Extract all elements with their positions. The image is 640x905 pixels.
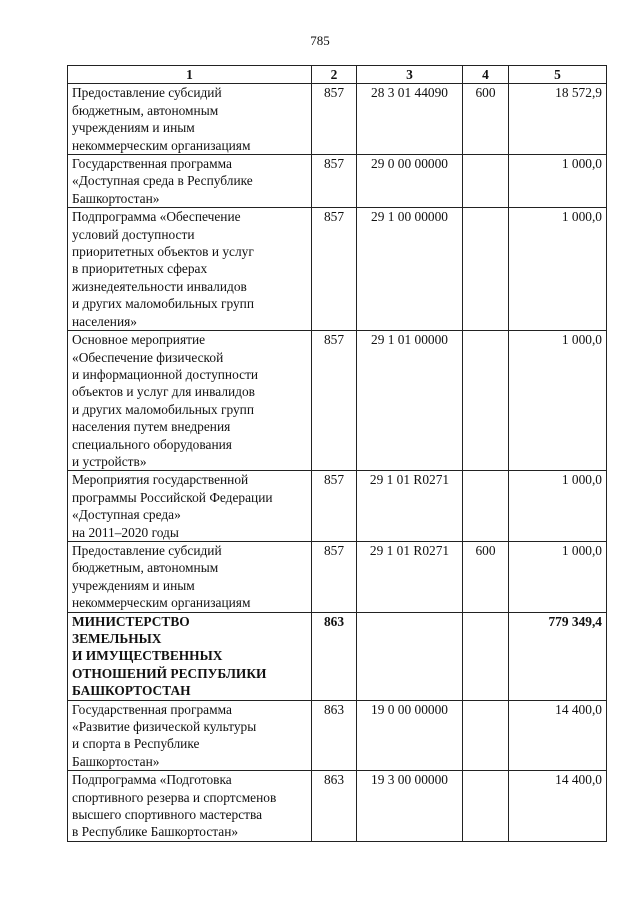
- row-expense-type-cell: [463, 700, 509, 771]
- column-header-expense-type: 4: [463, 66, 509, 84]
- row-name-cell: Государственная программа «Доступная среда в Республике Башкортостан»: [68, 155, 312, 208]
- row-name-cell: Предоставление субсидий бюджетным, автономным учреждениям и иным некоммерческим организациям: [68, 541, 312, 612]
- row-expense-type-cell: 600: [463, 84, 509, 155]
- column-header-name: 1: [68, 66, 312, 84]
- row-target-item-cell: 29 1 01 00000: [357, 331, 463, 471]
- row-expense-type-cell: [463, 331, 509, 471]
- table-row: [68, 208, 607, 331]
- row-code-cell: 857: [312, 331, 357, 471]
- row-target-item-cell: [357, 612, 463, 700]
- row-code-cell: 863: [312, 700, 357, 771]
- column-header-code: 2: [312, 66, 357, 84]
- table-row: [68, 155, 607, 208]
- row-amount-cell: 1 000,0: [509, 541, 607, 612]
- table-row: [68, 331, 607, 471]
- row-target-item-cell: 19 3 00 00000: [357, 771, 463, 842]
- row-amount-cell: 14 400,0: [509, 700, 607, 771]
- row-amount-cell: 1 000,0: [509, 155, 607, 208]
- row-expense-type-cell: [463, 208, 509, 331]
- row-amount-cell: 1 000,0: [509, 331, 607, 471]
- row-target-item-cell: 29 1 00 00000: [357, 208, 463, 331]
- row-target-item-cell: 29 0 00 00000: [357, 155, 463, 208]
- table-header-row: [68, 66, 607, 84]
- row-code-cell: 857: [312, 84, 357, 155]
- table-row: [68, 771, 607, 842]
- row-amount-cell: 1 000,0: [509, 208, 607, 331]
- column-header-target-item: 3: [357, 66, 463, 84]
- row-amount-cell: 18 572,9: [509, 84, 607, 155]
- row-name-cell: Государственная программа «Развитие физической культуры и спорта в Республике Башкортостан»: [68, 700, 312, 771]
- row-code-cell: 863: [312, 771, 357, 842]
- row-amount-cell: 14 400,0: [509, 771, 607, 842]
- row-name-cell: Подпрограмма «Подготовка спортивного резерва и спортсменов высшего спортивного мастерства в Республике Башкортостан»: [68, 771, 312, 842]
- row-code-cell: 857: [312, 155, 357, 208]
- row-expense-type-cell: [463, 612, 509, 700]
- row-expense-type-cell: [463, 771, 509, 842]
- row-target-item-cell: 28 3 01 44090: [357, 84, 463, 155]
- row-target-item-cell: 29 1 01 R0271: [357, 471, 463, 542]
- table-row-ministry: [68, 612, 607, 700]
- table-row: [68, 84, 607, 155]
- row-name-cell: Подпрограмма «Обеспечение условий доступности приоритетных объектов и услуг в приоритетных сферах жизнедеятельности инвалидов и других маломобильных групп населения»: [68, 208, 312, 331]
- row-target-item-cell: 29 1 01 R0271: [357, 541, 463, 612]
- row-target-item-cell: 19 0 00 00000: [357, 700, 463, 771]
- row-name-cell: Основное мероприятие «Обеспечение физической и информационной доступности объектов и услуг для инвалидов и других маломобильных групп населения путем внедрения специального оборудования и устройств»: [68, 331, 312, 471]
- table-row: [68, 700, 607, 771]
- row-name-cell: МИНИСТЕРСТВО ЗЕМЕЛЬНЫХ И ИМУЩЕСТВЕННЫХ ОТНОШЕНИЙ РЕСПУБЛИКИ БАШКОРТОСТАН: [68, 612, 312, 700]
- row-amount-cell: 779 349,4: [509, 612, 607, 700]
- table-row: [68, 541, 607, 612]
- row-code-cell: 863: [312, 612, 357, 700]
- row-name-cell: Мероприятия государственной программы Российской Федерации «Доступная среда» на 2011–2020 годы: [68, 471, 312, 542]
- row-name-cell: Предоставление субсидий бюджетным, автономным учреждениям и иным некоммерческим организациям: [68, 84, 312, 155]
- row-amount-cell: 1 000,0: [509, 471, 607, 542]
- table-row: [68, 471, 607, 542]
- row-code-cell: 857: [312, 541, 357, 612]
- row-expense-type-cell: 600: [463, 541, 509, 612]
- row-code-cell: 857: [312, 208, 357, 331]
- row-expense-type-cell: [463, 471, 509, 542]
- page-number: 785: [310, 33, 330, 48]
- budget-table: [67, 65, 607, 842]
- row-code-cell: 857: [312, 471, 357, 542]
- row-expense-type-cell: [463, 155, 509, 208]
- column-header-amount: 5: [509, 66, 607, 84]
